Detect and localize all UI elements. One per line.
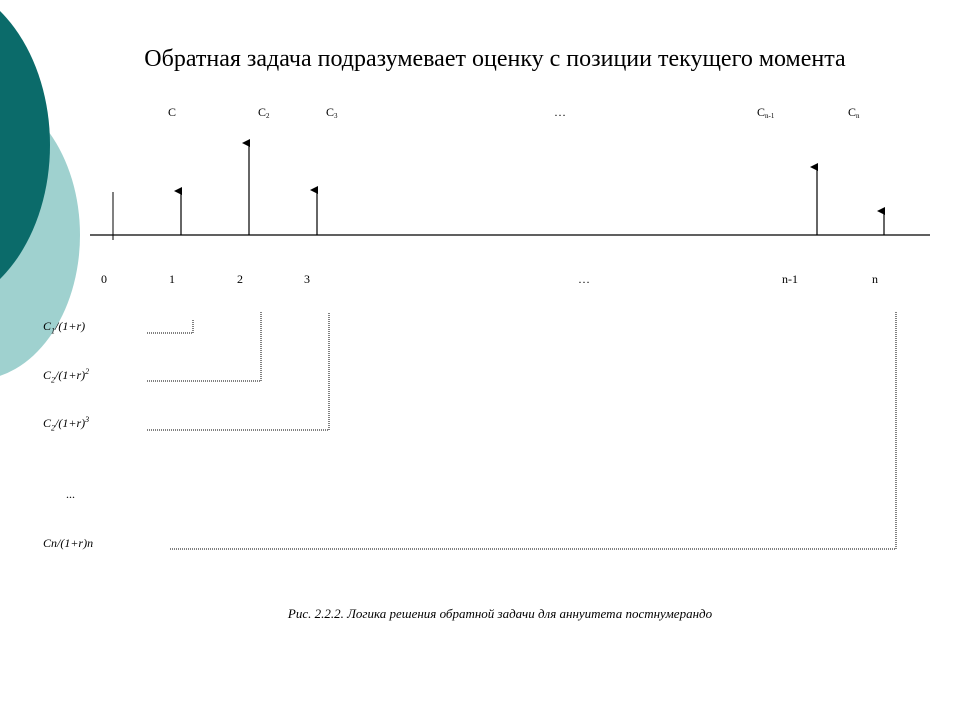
- discount-bracket-n: [170, 311, 896, 549]
- time-tick-ellipsis: …: [578, 272, 590, 286]
- time-tick-3: 3: [304, 272, 310, 286]
- discount-term-2: $C_2/(1+r)^2$: [43, 367, 90, 385]
- cashflow-label-3: $C_3$: [326, 105, 338, 120]
- time-tick-1: 1: [169, 272, 175, 286]
- discount-bracket-2: [147, 311, 261, 381]
- time-tick-n-minus-1: n-1: [782, 272, 798, 286]
- discount-bracket-3: [147, 313, 329, 430]
- slide-title: Обратная задача подразумевает оценку с позиции текущего момента: [144, 46, 846, 72]
- cashflow-label-1: C: [168, 105, 177, 119]
- cashflow-label-2: $C_2$: [258, 105, 270, 120]
- cashflow-label-n: $C_n$: [848, 105, 860, 120]
- cashflow-label-ellipsis: …: [554, 105, 566, 119]
- discount-term-ellipsis: ...: [66, 487, 75, 501]
- discount-term-n: Cn/(1+r)n: [43, 536, 94, 550]
- discount-term-3: $C_2/(1+r)^3$: [43, 415, 90, 433]
- time-tick-0: 0: [101, 272, 107, 286]
- discount-term-1: $C_1/(1+r)$: [43, 319, 86, 336]
- time-tick-n: n: [872, 272, 878, 286]
- discount-bracket-1: [147, 319, 193, 333]
- cashflow-label-n-minus-1: $C_{n-1}$: [757, 105, 775, 120]
- figure-caption: Рис. 2.2.2. Логика решения обратной задачи для аннуитета постнумерандо: [287, 606, 713, 621]
- time-tick-2: 2: [237, 272, 243, 286]
